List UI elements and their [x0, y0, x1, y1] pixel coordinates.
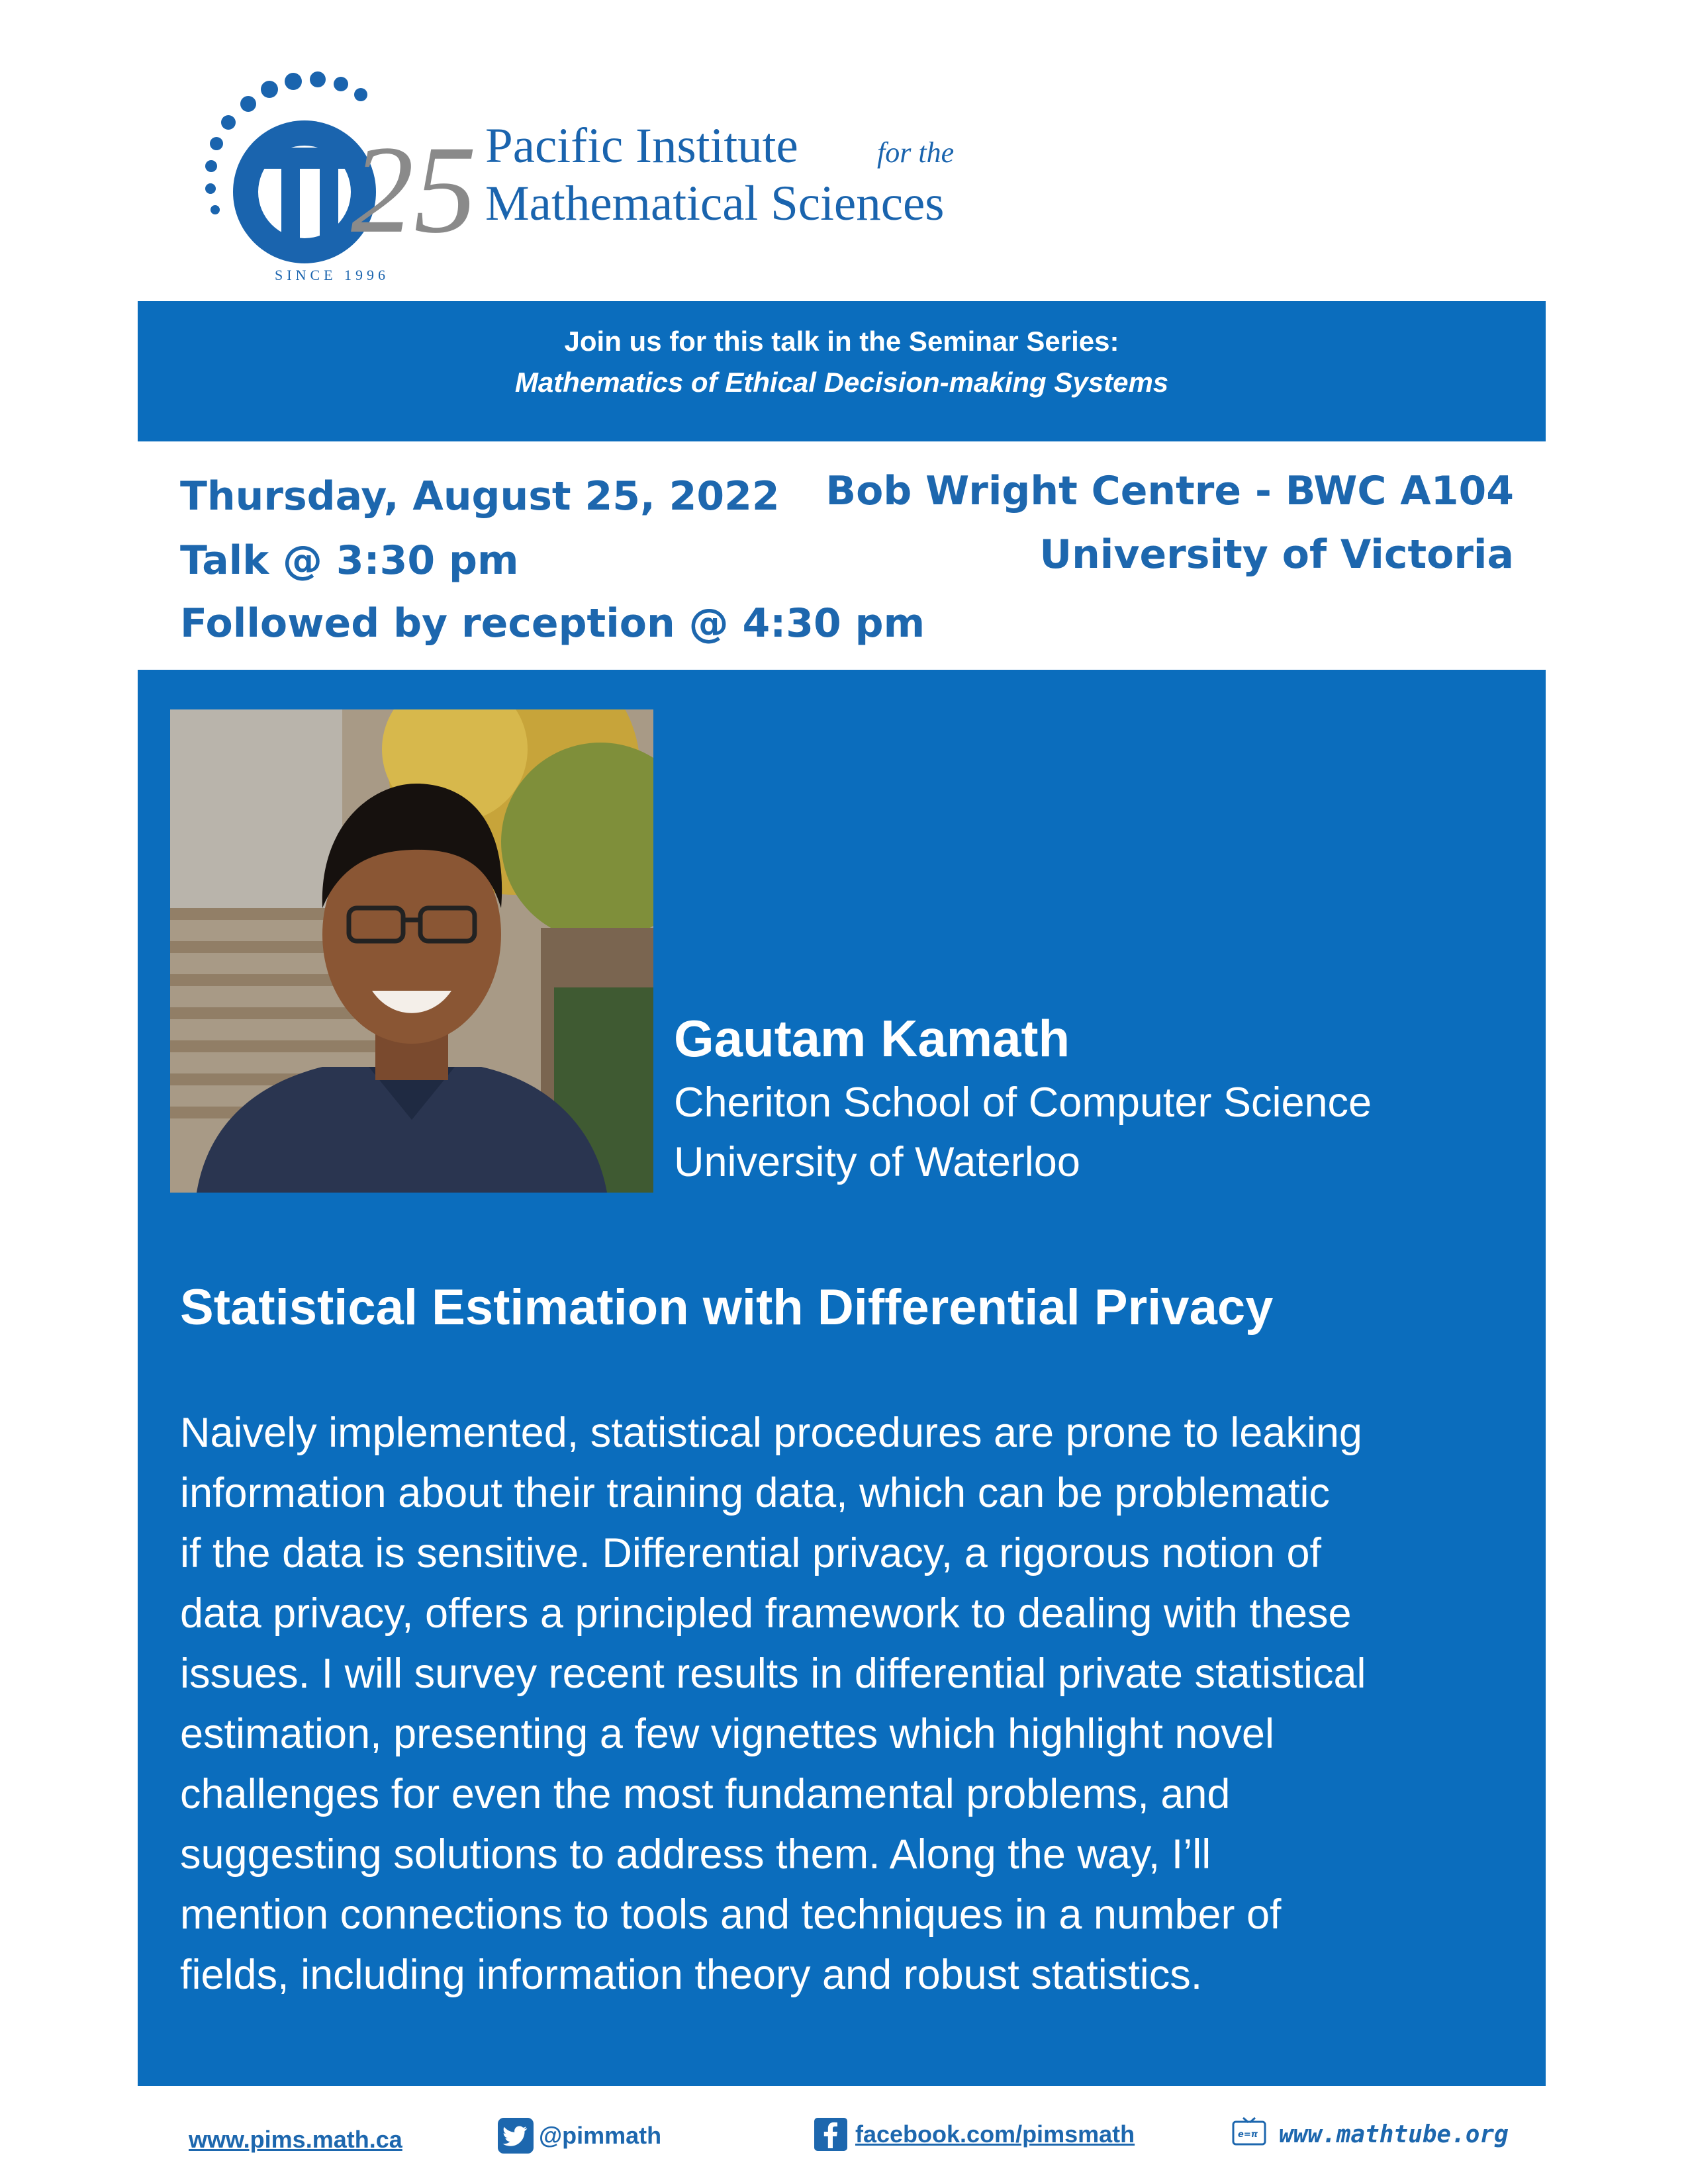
abstract-line: Naively implemented, statistical procedures are prone to leaking — [180, 1410, 1362, 1456]
institute-name-line2: Mathematical Sciences — [485, 176, 945, 231]
speaker-name: Gautam Kamath — [674, 1009, 1070, 1068]
abstract-line: information about their training data, which can be problematic — [180, 1470, 1330, 1516]
pims-logo — [169, 69, 996, 295]
mathtube-url: www.mathtube.org — [1279, 2120, 1509, 2148]
abstract-line: estimation, presenting a few vignettes which highlight novel — [180, 1711, 1274, 1757]
talk-abstract — [180, 1403, 1517, 2005]
event-date: Thursday, August 25, 2022 — [180, 473, 780, 520]
abstract-line: if the data is sensitive. Differential privacy, a rigorous notion of — [180, 1530, 1322, 1576]
mathtube-link[interactable] — [1231, 2116, 1509, 2153]
speaker-photo — [170, 709, 653, 1193]
institute-name-for: for the — [877, 136, 955, 169]
banner-intro: Join us for this talk in the Seminar Series: — [564, 326, 1119, 357]
abstract-line: fields, including information theory and robust statistics. — [180, 1952, 1203, 1998]
facebook-icon — [814, 2118, 847, 2151]
twitter-handle: @pimmath — [539, 2122, 662, 2149]
twitter-link[interactable] — [498, 2118, 661, 2154]
mathtube-icon — [1231, 2116, 1267, 2153]
abstract-line: mention connections to tools and techniques in a number of — [180, 1891, 1282, 1938]
abstract-line: challenges for even the most fundamental problems, and — [180, 1771, 1231, 1817]
twitter-icon — [498, 2118, 534, 2154]
event-venue: Bob Wright Centre - BWC A104 — [825, 468, 1514, 514]
seminar-banner — [138, 301, 1546, 441]
seminar-series-name: Mathematics of Ethical Decision-making Systems — [514, 367, 1169, 398]
talk-time: Talk @ 3:30 pm — [180, 537, 519, 584]
speaker-photo-illustration — [170, 709, 653, 1193]
talk-panel — [138, 670, 1546, 2086]
event-university: University of Victoria — [1039, 531, 1514, 578]
facebook-url: facebook.com/pimsmath — [855, 2120, 1135, 2148]
abstract-line: data privacy, offers a principled framework to dealing with these — [180, 1590, 1352, 1637]
abstract-line: issues. I will survey recent results in differential private statistical — [180, 1651, 1366, 1697]
abstract-line: suggesting solutions to address them. Along the way, I’ll — [180, 1831, 1211, 1878]
since-text: SINCE 1996 — [275, 267, 390, 283]
speaker-university: University of Waterloo — [674, 1139, 1080, 1185]
pims-emblem-icon — [169, 69, 480, 295]
reception-time: Followed by reception @ 4:30 pm — [180, 600, 925, 647]
institute-name-line1: Pacific Institute — [485, 118, 798, 173]
speaker-department: Cheriton School of Computer Science — [674, 1079, 1372, 1126]
facebook-link[interactable] — [814, 2118, 1135, 2151]
svg-text:25: 25 — [351, 120, 477, 259]
talk-title: Statistical Estimation with Differential Privacy — [180, 1279, 1274, 1336]
website-link[interactable]: www.pims.math.ca — [189, 2126, 402, 2153]
svg-text:e=π: e=π — [1238, 2130, 1258, 2140]
